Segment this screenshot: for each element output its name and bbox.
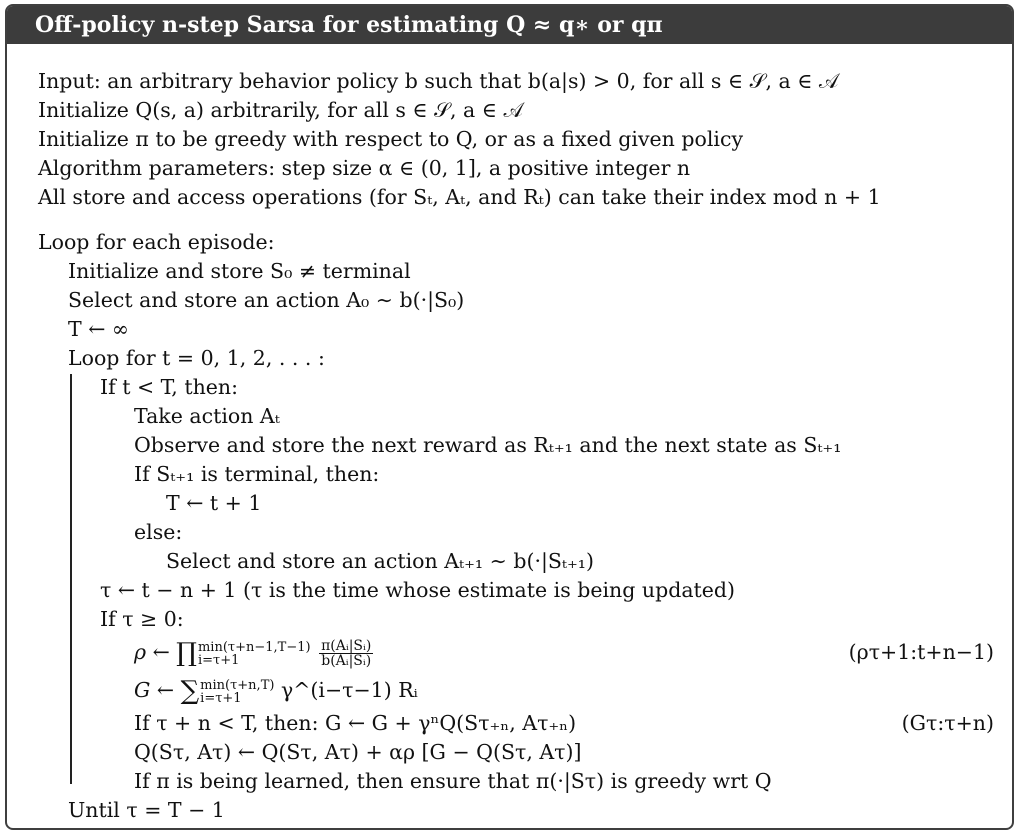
sum-term: γ^(i−τ−1) Rᵢ — [280, 678, 418, 702]
algorithm-box — [5, 4, 1014, 830]
else-line: else: — [134, 520, 183, 544]
ratio-denominator: b(Aᵢ|Sᵢ) — [321, 653, 372, 669]
rho-tag: (ρτ+1:t+n−1) — [848, 640, 994, 664]
loop-t-line: Loop for t = 0, 1, 2, . . . : — [68, 346, 325, 370]
product-limits — [198, 641, 311, 667]
rho-line — [134, 632, 375, 672]
loop-bar — [70, 374, 72, 784]
t-assign-line: T ← t + 1 — [166, 491, 262, 515]
observe-line: Observe and store the next reward as Rₜ₊₁ and the next state as Sₜ₊₁ — [134, 433, 842, 457]
init-q-line: Initialize Q(s, a) arbitrarily, for all s ∈ 𝒮, a ∈ 𝒜 — [38, 98, 523, 122]
ratio-numerator: π(Aᵢ|Sᵢ) — [321, 638, 372, 654]
if-tau-line: If τ ≥ 0: — [100, 607, 184, 631]
product-upper: min(τ+n−1,T−1) — [197, 639, 311, 655]
rho-lhs: ρ ← — [134, 640, 170, 664]
g-tag: (Gτ:τ+n) — [901, 711, 994, 735]
sum-limits — [200, 679, 274, 705]
store-ops-line: All store and access operations (for Sₜ, Aₜ, and Rₜ) can take their index mod n + 1 — [38, 185, 881, 209]
select-a0-line: Select and store an action A₀ ∼ b(·|S₀) — [68, 288, 465, 312]
product-lower: i=τ+1 — [197, 652, 240, 668]
if-tau-n-line: If τ + n < T, then: G ← G + γⁿQ(Sτ₊ₙ, Aτ₊ₙ) — [134, 711, 577, 735]
tau-assign-line: τ ← t − n + 1 (τ is the time whose estimate is being updated) — [100, 578, 736, 602]
q-update-line: Q(Sτ, Aτ) ← Q(Sτ, Aτ) + αρ [G − Q(Sτ, Aτ)] — [134, 740, 582, 764]
g-line — [134, 672, 418, 708]
select-next-action-line: Select and store an action Aₜ₊₁ ∼ b(·|Sₜ₊₁) — [166, 549, 594, 573]
product-symbol: ∏ — [176, 638, 197, 668]
g-lhs: G ← — [134, 678, 175, 702]
sum-symbol: ∑ — [180, 676, 200, 706]
take-action-line: Take action Aₜ — [134, 404, 280, 428]
loop-episode-line: Loop for each episode: — [38, 230, 275, 254]
t-infinity-line: T ← ∞ — [68, 317, 129, 341]
init-s0-line: Initialize and store S₀ ≠ terminal — [68, 259, 411, 283]
until-line: Until τ = T − 1 — [68, 798, 225, 822]
sum-lower: i=τ+1 — [200, 690, 242, 706]
input-line: Input: an arbitrary behavior policy b such that b(a|s) > 0, for all s ∈ 𝒮, a ∈ 𝒜 — [38, 69, 839, 93]
algorithm-title: Off-policy n-step Sarsa for estimating Q ≈ q∗ or qπ — [7, 6, 1012, 44]
init-pi-line: Initialize π to be greedy with respect to Q, or as a fixed given policy — [38, 127, 744, 151]
params-line: Algorithm parameters: step size α ∈ (0, 1], a positive integer n — [38, 156, 691, 180]
sum-upper: min(τ+n,T) — [200, 677, 275, 693]
ratio-fraction — [319, 639, 373, 668]
if-pi-learned-line: If π is being learned, then ensure that π(·|Sτ) is greedy wrt Q — [134, 769, 772, 793]
if-terminal-line: If Sₜ₊₁ is terminal, then: — [134, 462, 380, 486]
if-t-lt-T-line: If t < T, then: — [100, 375, 239, 399]
